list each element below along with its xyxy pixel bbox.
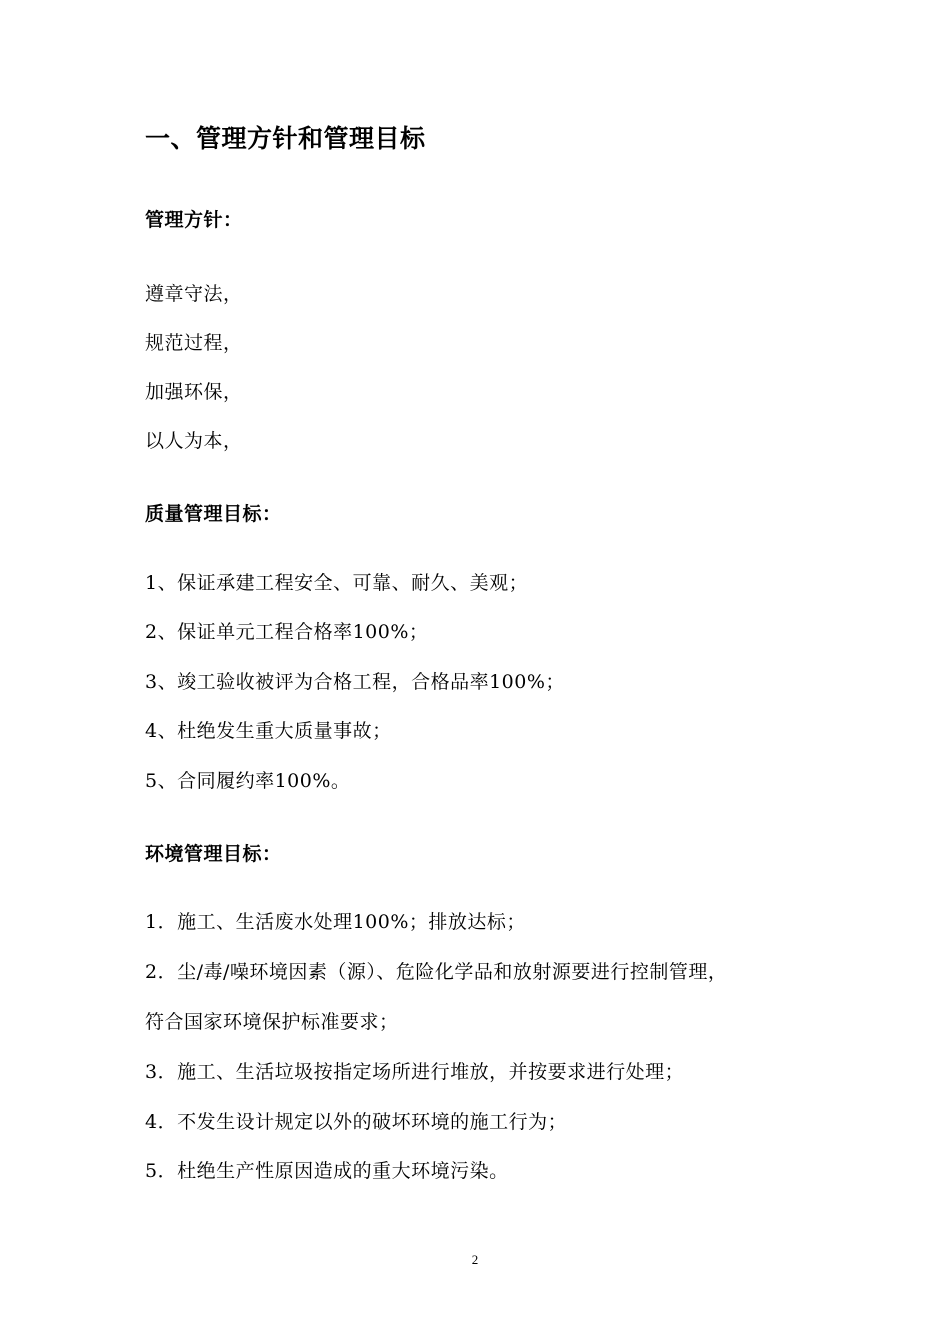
quality-item: 5、合同履约率100%。 [145, 770, 351, 792]
environment-title: 环境管理目标： [145, 843, 282, 865]
environment-item: 2．尘/毒/噪环境因素（源）、危险化学品和放射源要进行控制管理， [145, 961, 728, 983]
policy-item: 以人为本， [145, 430, 243, 452]
policy-title: 管理方针： [145, 209, 243, 231]
quality-title: 质量管理目标： [145, 503, 282, 525]
policy-item: 遵章守法， [145, 283, 243, 305]
quality-item: 3、竣工验收被评为合格工程，合格品率100%； [145, 671, 565, 693]
environment-item: 符合国家环境保护标准要求； [145, 1011, 399, 1033]
environment-item: 4．不发生设计规定以外的破坏环境的施工行为； [145, 1111, 568, 1133]
section-heading: 一、管理方针和管理目标 [145, 124, 426, 153]
page-number: 2 [471, 1252, 479, 1267]
environment-item: 3．施工、生活垃圾按指定场所进行堆放，并按要求进行处理； [145, 1061, 685, 1083]
quality-item: 4、杜绝发生重大质量事故； [145, 720, 392, 742]
environment-item: 5．杜绝生产性原因造成的重大环境污染。 [145, 1160, 509, 1182]
quality-item: 2、保证单元工程合格率100%； [145, 621, 429, 643]
policy-item: 规范过程， [145, 332, 243, 354]
environment-item: 1．施工、生活废水处理100%；排放达标； [145, 911, 526, 933]
quality-item: 1、保证承建工程安全、可靠、耐久、美观； [145, 572, 529, 594]
policy-item: 加强环保， [145, 381, 243, 403]
